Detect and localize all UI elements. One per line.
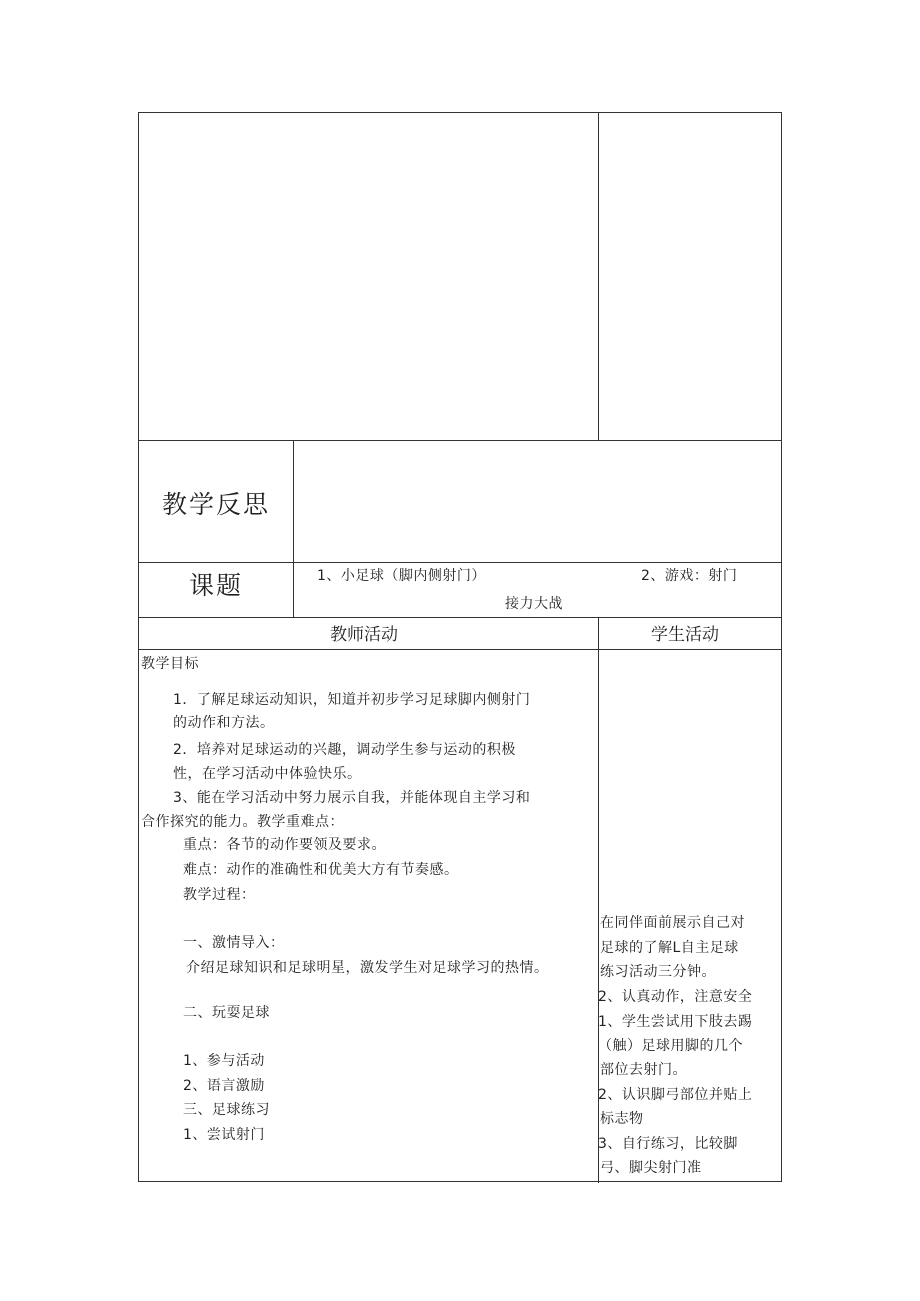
- teacher-line: 重点：各节的动作要领及要求。: [183, 837, 386, 853]
- topic-item-2-cont: 接力大战: [505, 596, 563, 612]
- teacher-line: 教学目标: [141, 656, 199, 672]
- student-line: 1、学生尝试用下肢去踢: [598, 1014, 753, 1030]
- teacher-line: 难点：动作的准确性和优美大方有节奏感。: [183, 862, 459, 878]
- teacher-line: 1、参与活动: [183, 1053, 265, 1069]
- student-line: （触）足球用脚的几个: [598, 1038, 743, 1054]
- topic-item-2: 2、游戏：射门: [641, 568, 738, 584]
- teacher-line: 合作探究的能力。教学重难点：: [141, 814, 344, 830]
- col-divider-top: [598, 113, 599, 440]
- student-line: 2、认真动作，注意安全: [598, 989, 753, 1005]
- student-line: 2、认识脚弓部位并贴上: [598, 1087, 753, 1103]
- row-divider-3: [139, 617, 781, 618]
- teacher-line: 一、激情导入：: [183, 935, 285, 951]
- reflection-label: 教学反思: [162, 490, 271, 519]
- topic-item-1: 1、小足球（脚内侧射门）: [317, 568, 486, 584]
- row-divider-1: [139, 440, 781, 441]
- teacher-line: 1、尝试射门: [183, 1127, 265, 1143]
- teacher-activity-header: 教师活动: [330, 625, 398, 645]
- teacher-line: 教学过程：: [183, 887, 256, 903]
- topic-label: 课题: [189, 571, 244, 600]
- teacher-line: 三、足球练习: [183, 1102, 270, 1118]
- student-line: 练习活动三分钟。: [600, 964, 716, 980]
- student-line: 部位去射门。: [600, 1062, 687, 1078]
- row-divider-4: [139, 649, 781, 650]
- col-divider-label: [293, 440, 294, 617]
- teacher-line: 1．了解足球运动知识，知道并初步学习足球脚内侧射门: [173, 692, 531, 708]
- teacher-line: 二、玩耍足球: [183, 1005, 270, 1021]
- teacher-line: 3、能在学习活动中努力展示自我，并能体现自主学习和: [173, 790, 531, 806]
- student-line: 标志物: [600, 1111, 644, 1127]
- teacher-line: 2．培养对足球运动的兴趣，调动学生参与运动的积极: [173, 742, 516, 758]
- teacher-line: 的动作和方法。: [173, 715, 275, 731]
- teacher-line: 2、语言激励: [183, 1078, 265, 1094]
- teacher-line: 介绍足球知识和足球明星，激发学生对足球学习的热情。: [186, 960, 549, 976]
- student-line: 在同伴面前展示自己对: [600, 915, 745, 931]
- student-line: 足球的了解L自主足球: [600, 940, 739, 956]
- student-activity-header: 学生活动: [651, 625, 719, 645]
- student-line: 3、自行练习，比较脚: [598, 1136, 738, 1152]
- student-line: 弓、脚尖射门准: [600, 1160, 702, 1176]
- teacher-line: 性，在学习活动中体验快乐。: [173, 766, 362, 782]
